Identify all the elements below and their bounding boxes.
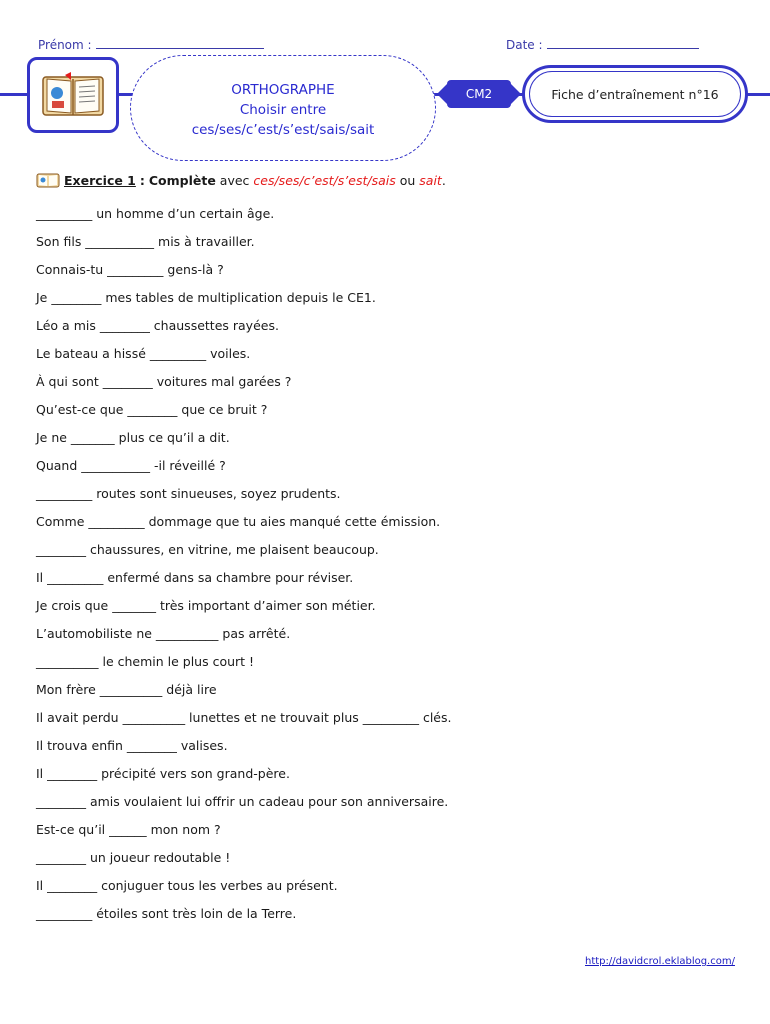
sentence[interactable]: Qu’est-ce que ________ que ce bruit ?	[36, 402, 268, 417]
date-blank[interactable]	[547, 36, 699, 49]
sentence[interactable]: Mon frère __________ déjà lire	[36, 682, 217, 697]
sentence[interactable]: ________ un joueur redoutable !	[36, 850, 231, 865]
exercise-or: ou	[399, 172, 416, 188]
sentence[interactable]: Son fils ___________ mis à travailler.	[36, 234, 255, 249]
sheet-title: Fiche d’entraînement n°16	[551, 86, 719, 102]
level-label: CM2	[465, 87, 493, 101]
sentence[interactable]: _________ un homme d’un certain âge.	[36, 206, 275, 221]
exercise-last-choice: sait	[419, 172, 442, 188]
sentence[interactable]: Léo a mis ________ chaussettes rayées.	[36, 318, 279, 333]
sentence[interactable]: Il trouva enfin ________ valises.	[36, 738, 228, 753]
open-book-icon	[41, 71, 105, 119]
sheet-title-pill	[522, 65, 748, 123]
sentence[interactable]: Il ________ conjuguer tous les verbes au présent.	[36, 878, 338, 893]
exercise-instruction	[36, 172, 446, 188]
sentence[interactable]: Il ________ précipité vers son grand-père.	[36, 766, 290, 781]
sentence[interactable]: _________ étoiles sont très loin de la Terre.	[36, 906, 297, 921]
sentence[interactable]: ________ amis voulaient lui offrir un cadeau pour son anniversaire.	[36, 794, 449, 809]
lesson-title-block	[130, 55, 436, 161]
sentence[interactable]: Je ________ mes tables de multiplication depuis le CE1.	[36, 290, 376, 305]
sentence[interactable]: __________ le chemin le plus court !	[36, 654, 255, 669]
sentence[interactable]: Comme _________ dommage que tu aies manqué cette émission.	[36, 514, 441, 529]
level-badge	[447, 80, 511, 108]
date-label: Date :	[506, 38, 543, 52]
blog-link[interactable]: http://davidcrol.eklablog.com/	[585, 956, 735, 967]
sentence[interactable]: L’automobiliste ne __________ pas arrêté.	[36, 626, 291, 641]
lesson-line-1: Choisir entre	[239, 102, 327, 118]
sentence[interactable]: Quand ___________ -il réveillé ?	[36, 458, 226, 473]
sentence[interactable]: Je ne _______ plus ce qu’il a dit.	[36, 430, 230, 445]
sentence[interactable]: Il avait perdu __________ lunettes et ne trouvait plus _________ clés.	[36, 710, 452, 725]
name-blank[interactable]	[96, 36, 264, 49]
exercise-period: .	[441, 172, 446, 188]
header-icon-frame	[27, 57, 119, 133]
exercise-title: Exercice 1	[64, 172, 136, 188]
sentence[interactable]: Le bateau a hissé _________ voiles.	[36, 346, 251, 361]
exercise-verb: Complète	[148, 172, 216, 188]
sentence[interactable]: Est-ce qu’il ______ mon nom ?	[36, 822, 221, 837]
date-field[interactable]	[506, 36, 699, 52]
exercise-choices: ces/ses/c’est/s’est/sais	[253, 172, 396, 188]
sentence-list	[36, 202, 736, 930]
sheet-title-inner	[529, 71, 741, 117]
sentence[interactable]: Il _________ enfermé dans sa chambre pour réviser.	[36, 570, 354, 585]
lesson-line-2: ces/ses/c’est/s’est/sais/sait	[191, 122, 375, 138]
sentence[interactable]: Je crois que _______ très important d’aimer son métier.	[36, 598, 376, 613]
sentence[interactable]: À qui sont ________ voitures mal garées ?	[36, 374, 292, 389]
sentence[interactable]: _________ routes sont sinueuses, soyez prudents.	[36, 486, 341, 501]
name-field[interactable]	[38, 36, 264, 52]
open-book-small-icon	[36, 172, 60, 188]
sentence[interactable]: Connais-tu _________ gens-là ?	[36, 262, 224, 277]
subject-title: ORTHOGRAPHE	[231, 82, 335, 98]
sentence[interactable]: ________ chaussures, en vitrine, me plaisent beaucoup.	[36, 542, 379, 557]
exercise-with: avec	[219, 172, 250, 188]
exercise-colon: :	[139, 172, 145, 188]
name-label: Prénom :	[38, 38, 92, 52]
